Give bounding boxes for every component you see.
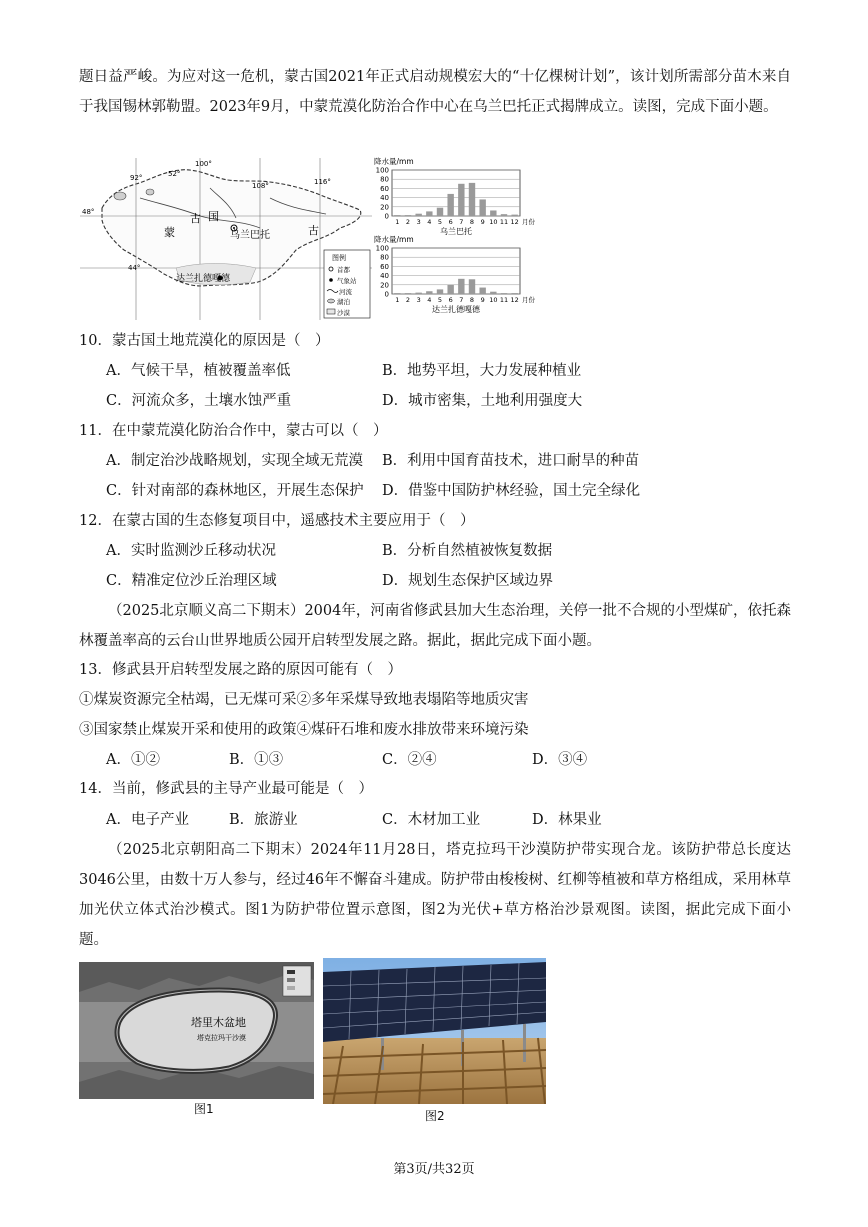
basin-label: 塔里木盆地 <box>191 1016 246 1029</box>
figure-2-photo <box>323 958 546 1104</box>
lon-label: 52° <box>168 170 181 178</box>
station-label: 达兰扎德嘎德 <box>432 305 480 314</box>
legend-item: 首都 <box>337 266 350 274</box>
y-tick-label: 20 <box>380 203 389 212</box>
precip-bar <box>405 215 411 216</box>
x-tick-label: 9 <box>480 296 485 304</box>
place-label: 古 <box>308 224 319 237</box>
y-tick-label: 40 <box>380 194 389 203</box>
question-13-option-b[interactable]: B．①③ <box>229 752 284 768</box>
plot-frame <box>392 248 520 294</box>
precip-bar <box>511 293 517 294</box>
precip-bar <box>469 183 475 216</box>
x-tick-label: 8 <box>469 296 475 304</box>
precip-bar <box>490 210 496 216</box>
question-10-option-a[interactable]: A．气候干旱，植被覆盖率低 <box>106 363 291 379</box>
y-tick-label: 20 <box>380 281 389 290</box>
x-tick-label: 9 <box>480 218 485 226</box>
legend-title: 图例 <box>332 254 346 262</box>
y-tick-label: 100 <box>375 244 389 253</box>
x-tick-label: 6 <box>448 296 453 304</box>
question-12-option-b[interactable]: B．分析自然植被恢复数据 <box>382 543 553 559</box>
precip-bar <box>426 211 432 216</box>
question-12-option-d[interactable]: D．规划生态保护区域边界 <box>382 573 554 589</box>
lon-label: 100° <box>195 160 212 168</box>
y-tick-label: 60 <box>380 184 389 193</box>
question-11-option-c[interactable]: C．针对南部的森林地区，开展生态保护 <box>106 483 364 499</box>
y-axis-label: 降水量/mm <box>374 235 414 244</box>
y-tick-label: 0 <box>384 290 389 299</box>
x-tick-label: 12 <box>510 218 519 226</box>
place-label: 乌兰巴托 <box>230 230 270 241</box>
page-footer: 第3页/共32页 <box>393 1162 475 1177</box>
intro-paragraph: 题日益严峻。为应对这一危机，蒙古国2021年正式启动规模宏大的“十亿棵树计划”，该计划所需部分苗木来自于我国锡林郭勒盟。2023年9月，中蒙荒漠化防治合作中心在乌兰巴托正式揭牌成立。读图，完成下面小题。 <box>79 69 791 115</box>
question-12-stem: 12．在蒙古国的生态修复项目中，遥感技术主要应用于（ ） <box>79 513 475 529</box>
place-label: 古 <box>190 212 201 225</box>
y-tick-label: 60 <box>380 262 389 271</box>
precip-bar <box>437 289 443 294</box>
lon-label: 108° <box>252 182 269 190</box>
question-11-option-a[interactable]: A．制定治沙战略规划，实现全域无荒漠 <box>106 453 363 469</box>
plot-frame <box>392 170 520 216</box>
legend-item: 河流 <box>339 288 352 296</box>
question-12-option-a[interactable]: A．实时监测沙丘移动状况 <box>106 543 276 559</box>
precip-bar <box>394 293 400 294</box>
y-tick-label: 80 <box>380 253 389 262</box>
x-tick-label: 5 <box>437 218 443 226</box>
question-14-stem: 14．当前，修武县的主导产业最可能是（ ） <box>79 781 373 797</box>
precip-bar <box>479 288 485 294</box>
question-13-statements-2: ③国家禁止煤炭开采和使用的政策④煤矸石堆和废水排放带来环境污染 <box>79 722 529 738</box>
question-13-option-c[interactable]: C．②④ <box>382 752 437 768</box>
lat-label: 48° <box>82 208 95 216</box>
x-tick-label: 8 <box>469 218 475 226</box>
passage-3: （2025北京朝阳高二下期末）2024年11月28日，塔克拉玛干沙漠防护带实现合龙。该防护带总长度达3046公里，由数十万人参与，经过46年不懈奋斗建成。防护带由梭梭树、红柳等植被和草方格组成，采用林草加光伏立体式治沙模式。图1为防护带位置示意图，图2为光伏+草方格治沙景观图。读图，据此完成下面小题。 <box>79 842 791 948</box>
precip-bar <box>437 208 443 216</box>
place-label: 国 <box>208 210 219 223</box>
precip-bar <box>458 279 464 294</box>
question-10-stem: 10．蒙古国土地荒漠化的原因是（ ） <box>79 333 330 349</box>
precip-chart-ulaanbaatar <box>372 156 540 236</box>
precip-chart-dalanzadgad <box>372 234 540 318</box>
x-tick-label: 2 <box>405 296 411 304</box>
precip-bar <box>469 279 475 294</box>
x-tick-label: 4 <box>427 218 432 226</box>
precip-bar <box>415 293 421 294</box>
precip-bar <box>490 292 496 294</box>
x-tick-label: 1 <box>395 218 400 226</box>
desert-label: 塔克拉玛干沙漠 <box>197 1034 246 1042</box>
question-11-option-b[interactable]: B．利用中国育苗技术，进口耐旱的种苗 <box>382 453 640 469</box>
passage-2: （2025北京顺义高二下期末）2004年，河南省修武县加大生态治理，关停一批不合规的小型煤矿，依托森林覆盖率高的云台山世界地质公园开启转型发展之路。据此，据此完成下面小题。 <box>79 603 791 649</box>
station-label: 乌兰巴托 <box>440 227 472 236</box>
y-tick-label: 100 <box>375 166 389 175</box>
question-12-option-c[interactable]: C．精准定位沙丘治理区域 <box>106 573 277 589</box>
question-13-option-d[interactable]: D．③④ <box>532 752 588 768</box>
x-tick-label: 7 <box>459 296 464 304</box>
x-tick-label: 3 <box>416 218 421 226</box>
lat-label: 44° <box>128 264 141 272</box>
x-tick-label: 5 <box>437 296 443 304</box>
x-tick-label: 1 <box>395 296 400 304</box>
x-tick-label: 12 <box>510 296 519 304</box>
question-11-stem: 11．在中蒙荒漠化防治合作中，蒙古可以（ ） <box>79 423 388 439</box>
x-tick-label: 11 <box>499 218 509 226</box>
lake <box>146 189 154 195</box>
precip-bar <box>501 214 507 216</box>
question-14-option-d[interactable]: D．林果业 <box>532 812 602 828</box>
map-legend <box>324 250 370 318</box>
x-tick-label: 10 <box>489 296 498 304</box>
figure-1-caption: 图1 <box>194 1102 214 1116</box>
question-14-option-c[interactable]: C．木材加工业 <box>382 812 481 828</box>
precip-bar <box>447 194 453 216</box>
place-label: 达兰扎德嘎德 <box>176 274 231 284</box>
precip-bar <box>394 215 400 216</box>
question-10-option-c[interactable]: C．河流众多，土壤水蚀严重 <box>106 393 292 409</box>
figure-2-caption: 图2 <box>425 1109 445 1123</box>
lake <box>114 192 126 200</box>
y-tick-label: 0 <box>384 212 389 221</box>
x-axis-unit: 月份 <box>522 296 535 304</box>
question-14-option-b[interactable]: B．旅游业 <box>229 812 298 828</box>
lon-label: 116° <box>314 178 331 186</box>
x-tick-label: 3 <box>416 296 421 304</box>
legend-item: 湖泊 <box>337 298 350 306</box>
question-13-option-a[interactable]: A．①② <box>106 752 160 768</box>
legend-item: 气象站 <box>337 277 357 285</box>
x-tick-label: 6 <box>448 218 453 226</box>
x-tick-label: 2 <box>405 218 411 226</box>
question-13-stem: 13．修武县开启转型发展之路的原因可能有（ ） <box>79 662 402 678</box>
place-label: 蒙 <box>164 226 175 239</box>
precip-bar <box>447 285 453 294</box>
x-tick-label: 11 <box>499 296 509 304</box>
precip-bar <box>479 199 485 216</box>
y-tick-label: 40 <box>380 272 389 281</box>
y-axis-label: 降水量/mm <box>374 157 414 166</box>
lon-label: 92° <box>130 174 143 182</box>
question-14-option-a[interactable]: A．电子产业 <box>106 812 189 828</box>
question-11-option-d[interactable]: D．借鉴中国防护林经验，国土完全绿化 <box>382 483 641 499</box>
precip-bar <box>426 291 432 294</box>
question-10-option-b[interactable]: B．地势平坦，大力发展种植业 <box>382 363 582 379</box>
precip-bar <box>458 184 464 216</box>
question-10-option-d[interactable]: D．城市密集，土地利用强度大 <box>382 393 583 409</box>
x-tick-label: 4 <box>427 296 432 304</box>
precip-bar <box>511 215 517 216</box>
question-13-statements-1: ①煤炭资源完全枯竭，已无煤可采②多年采煤导致地表塌陷等地质灾害 <box>79 692 529 708</box>
precip-bar <box>501 293 507 294</box>
mongolia-map <box>80 158 372 320</box>
precip-bar <box>415 214 421 216</box>
x-axis-unit: 月份 <box>522 218 535 226</box>
precip-bar <box>405 293 411 294</box>
figure-1-tarim-map <box>79 962 314 1099</box>
x-tick-label: 10 <box>489 218 498 226</box>
y-tick-label: 80 <box>380 175 389 184</box>
legend-item: 沙漠 <box>337 309 350 317</box>
x-tick-label: 7 <box>459 218 464 226</box>
